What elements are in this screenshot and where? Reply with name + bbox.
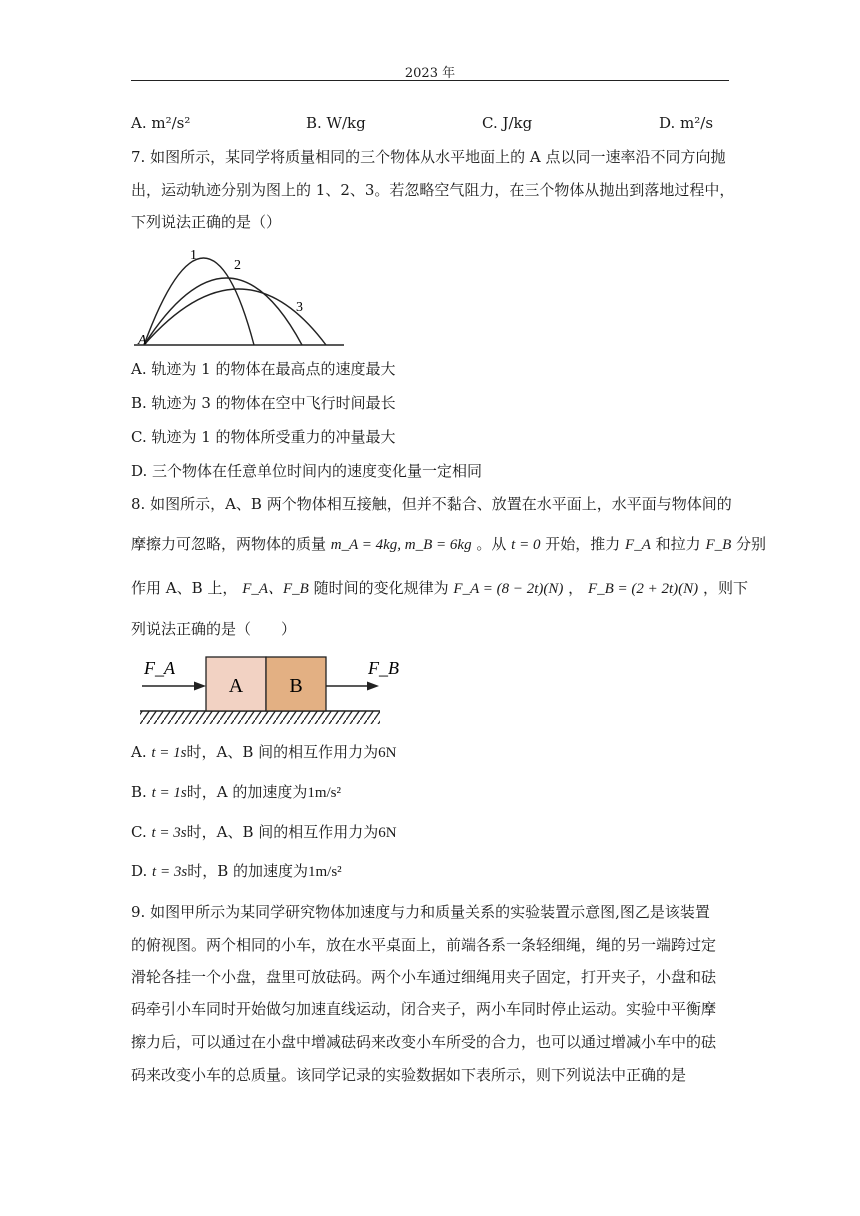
q7-option-c: C. 轨迹为 1 的物体所受重力的冲量最大: [131, 428, 396, 446]
q7-option-d: D. 三个物体在任意单位时间内的速度变化量一定相同: [131, 462, 483, 480]
q6-option-d: D. m²/s: [659, 114, 714, 132]
block-b-label: B: [289, 675, 303, 697]
force-b-label: F_B: [368, 658, 399, 678]
q8-masses: m_A = 4kg, m_B = 6kg: [330, 537, 472, 553]
q8-line-2: 摩擦力可忽略，两物体的质量 m_A = 4kg, m_B = 6kg 。从 t = 0 开始，推力 F_A 和拉力 F_B 分别: [131, 535, 767, 553]
force-a-label: F_A: [144, 658, 175, 678]
q8-option-d: D. t = 3s时，B 的加速度为1m/s²: [131, 862, 342, 880]
header-rule: [131, 80, 729, 81]
q7-option-b: B. 轨迹为 3 的物体在空中飞行时间最长: [131, 394, 396, 412]
q6-option-b: B. W/kg: [306, 114, 366, 132]
q8-blocks-figure: [136, 650, 399, 728]
label-2: 2: [234, 258, 241, 273]
trajectory-2: [144, 278, 302, 345]
q7-line-2: 出，运动轨迹分别为图上的 1、2、3。若忽略空气阻力，在三个物体从抛出到落地过程中，: [131, 181, 735, 199]
label-point-a: A: [138, 333, 147, 348]
q9-line-4: 码牵引小车同时开始做匀加速直线运动，闭合夹子，两小车同时停止运动。实验中平衡摩: [131, 1000, 717, 1018]
q9-line-3: 滑轮各挂一个小盘，盘里可放砝码。两个小车通过细绳用夹子固定，打开夹子，小盘和砝: [131, 968, 717, 986]
block-a-label: A: [228, 675, 244, 697]
q7-option-a: A. 轨迹为 1 的物体在最高点的速度最大: [131, 360, 396, 378]
q8-line-3: 作用 A、B 上， F_A、F_B 随时间的变化规律为 F_A = (8 − 2t)(N) ， F_B = (2 + 2t)(N) ，则下: [131, 579, 748, 597]
ground-hatch: [140, 711, 380, 724]
q8-option-b: B. t = 1s时，A 的加速度为1m/s²: [131, 783, 341, 801]
q9-line-1: 9. 如图甲所示为某同学研究物体加速度与力和质量关系的实验装置示意图,图乙是该装置: [131, 903, 710, 921]
q8-line-4: 列说法正确的是（ ）: [131, 620, 297, 638]
label-3: 3: [296, 300, 303, 315]
q7-trajectory-figure: [130, 245, 360, 353]
q8-fa-law: F_A = (8 − 2t)(N): [453, 581, 564, 597]
q8-option-a: A. t = 1s时，A、B 间的相互作用力为6N: [131, 743, 397, 761]
q9-line-2: 的俯视图。两个相同的小车，放在水平桌面上，前端各系一条轻细绳，绳的另一端跨过定: [131, 936, 717, 954]
q7-line-3: 下列说法正确的是（）: [131, 213, 282, 231]
q6-option-a: A. m²/s²: [131, 114, 191, 132]
q9-line-6: 码来改变小车的总质量。该同学记录的实验数据如下表所示，则下列说法中正确的是: [131, 1066, 687, 1084]
q9-line-5: 擦力后，可以通过在小盘中增减砝码来改变小车所受的合力，也可以通过增减小车中的砝: [131, 1033, 717, 1051]
label-1: 1: [190, 248, 197, 263]
q8-line-1: 8. 如图所示，A、B 两个物体相互接触，但并不黏合、放置在水平面上，水平面与物体间的: [131, 495, 732, 513]
q7-line-1: 7. 如图所示，某同学将质量相同的三个物体从水平地面上的 A 点以同一速率沿不同方向抛: [131, 148, 726, 166]
trajectory-3: [144, 289, 326, 345]
q8-fb-law: F_B = (2 + 2t)(N): [587, 581, 699, 597]
page-header-year: 2023 年: [404, 66, 456, 81]
q8-option-c: C. t = 3s时，A、B 间的相互作用力为6N: [131, 823, 397, 841]
q6-option-c: C. J/kg: [482, 114, 533, 132]
